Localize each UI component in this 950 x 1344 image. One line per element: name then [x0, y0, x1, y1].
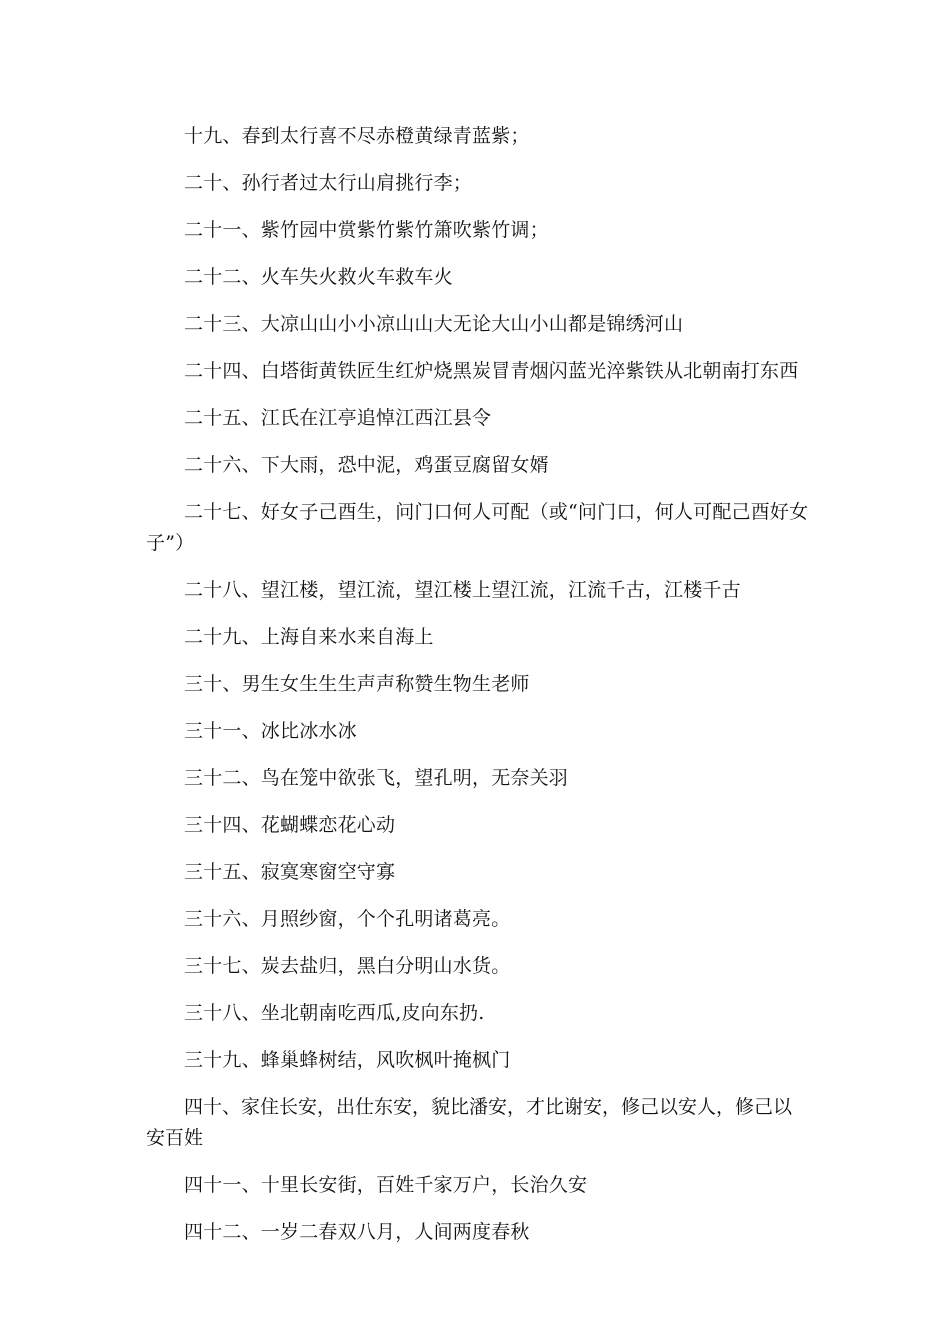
list-item: 三十一、冰比冰水冰: [184, 720, 357, 742]
list-item: 三十二、鸟在笼中欲张飞，望孔明，无奈关羽: [184, 767, 569, 789]
list-item: 四十、家住长安，出仕东安，貌比潘安，才比谢安，修己以安人，修己以安百姓: [146, 1096, 793, 1149]
list-item: 二十二、火车失火救火车救车火: [184, 266, 453, 288]
list-item: 三十七、炭去盐归，黑白分明山水货。: [184, 955, 511, 977]
list-item: 二十三、大凉山山小小凉山山大无论大山小山都是锦绣河山: [184, 313, 684, 335]
list-item: 二十八、望江楼，望江流，望江楼上望江流，江流千古，江楼千古: [184, 579, 741, 601]
list-item: 四十二、一岁二春双八月，人间两度春秋: [184, 1221, 530, 1243]
list-item: 三十六、月照纱窗，个个孔明诸葛亮。: [184, 908, 511, 930]
list-item: 三十、男生女生生生声声称赞生物生老师: [184, 673, 530, 695]
list-item: 二十、孙行者过太行山肩挑行李；: [184, 172, 473, 194]
list-item: 二十九、上海自来水来自海上: [184, 626, 434, 648]
list-item: 十九、春到太行喜不尽赤橙黄绿青蓝紫；: [184, 125, 530, 147]
couplet-list: [146, 121, 810, 1264]
list-item: 四十一、十里长安街，百姓千家万户，长治久安: [184, 1174, 588, 1196]
list-item: 三十五、寂寞寒窗空守寡: [184, 861, 396, 883]
list-item: 二十七、好女子己酉生，问门口何人可配（或“问门口，何人可配己酉好女子”）: [146, 501, 809, 554]
list-item: 二十四、白塔街黄铁匠生红炉烧黑炭冒青烟闪蓝光淬紫铁从北朝南打东西: [184, 360, 799, 382]
list-item: 三十八、坐北朝南吃西瓜,皮向东扔.: [184, 1002, 485, 1024]
list-item: 二十五、江氏在江亭追悼江西江县令: [184, 407, 492, 429]
list-item: 二十一、紫竹园中赏紫竹紫竹箫吹紫竹调；: [184, 219, 549, 241]
list-item: 三十四、花蝴蝶恋花心动: [184, 814, 396, 836]
list-item: 二十六、下大雨，恐中泥，鸡蛋豆腐留女婿: [184, 454, 549, 476]
list-item: 三十九、蜂巢蜂树结，风吹枫叶掩枫门: [184, 1049, 511, 1071]
